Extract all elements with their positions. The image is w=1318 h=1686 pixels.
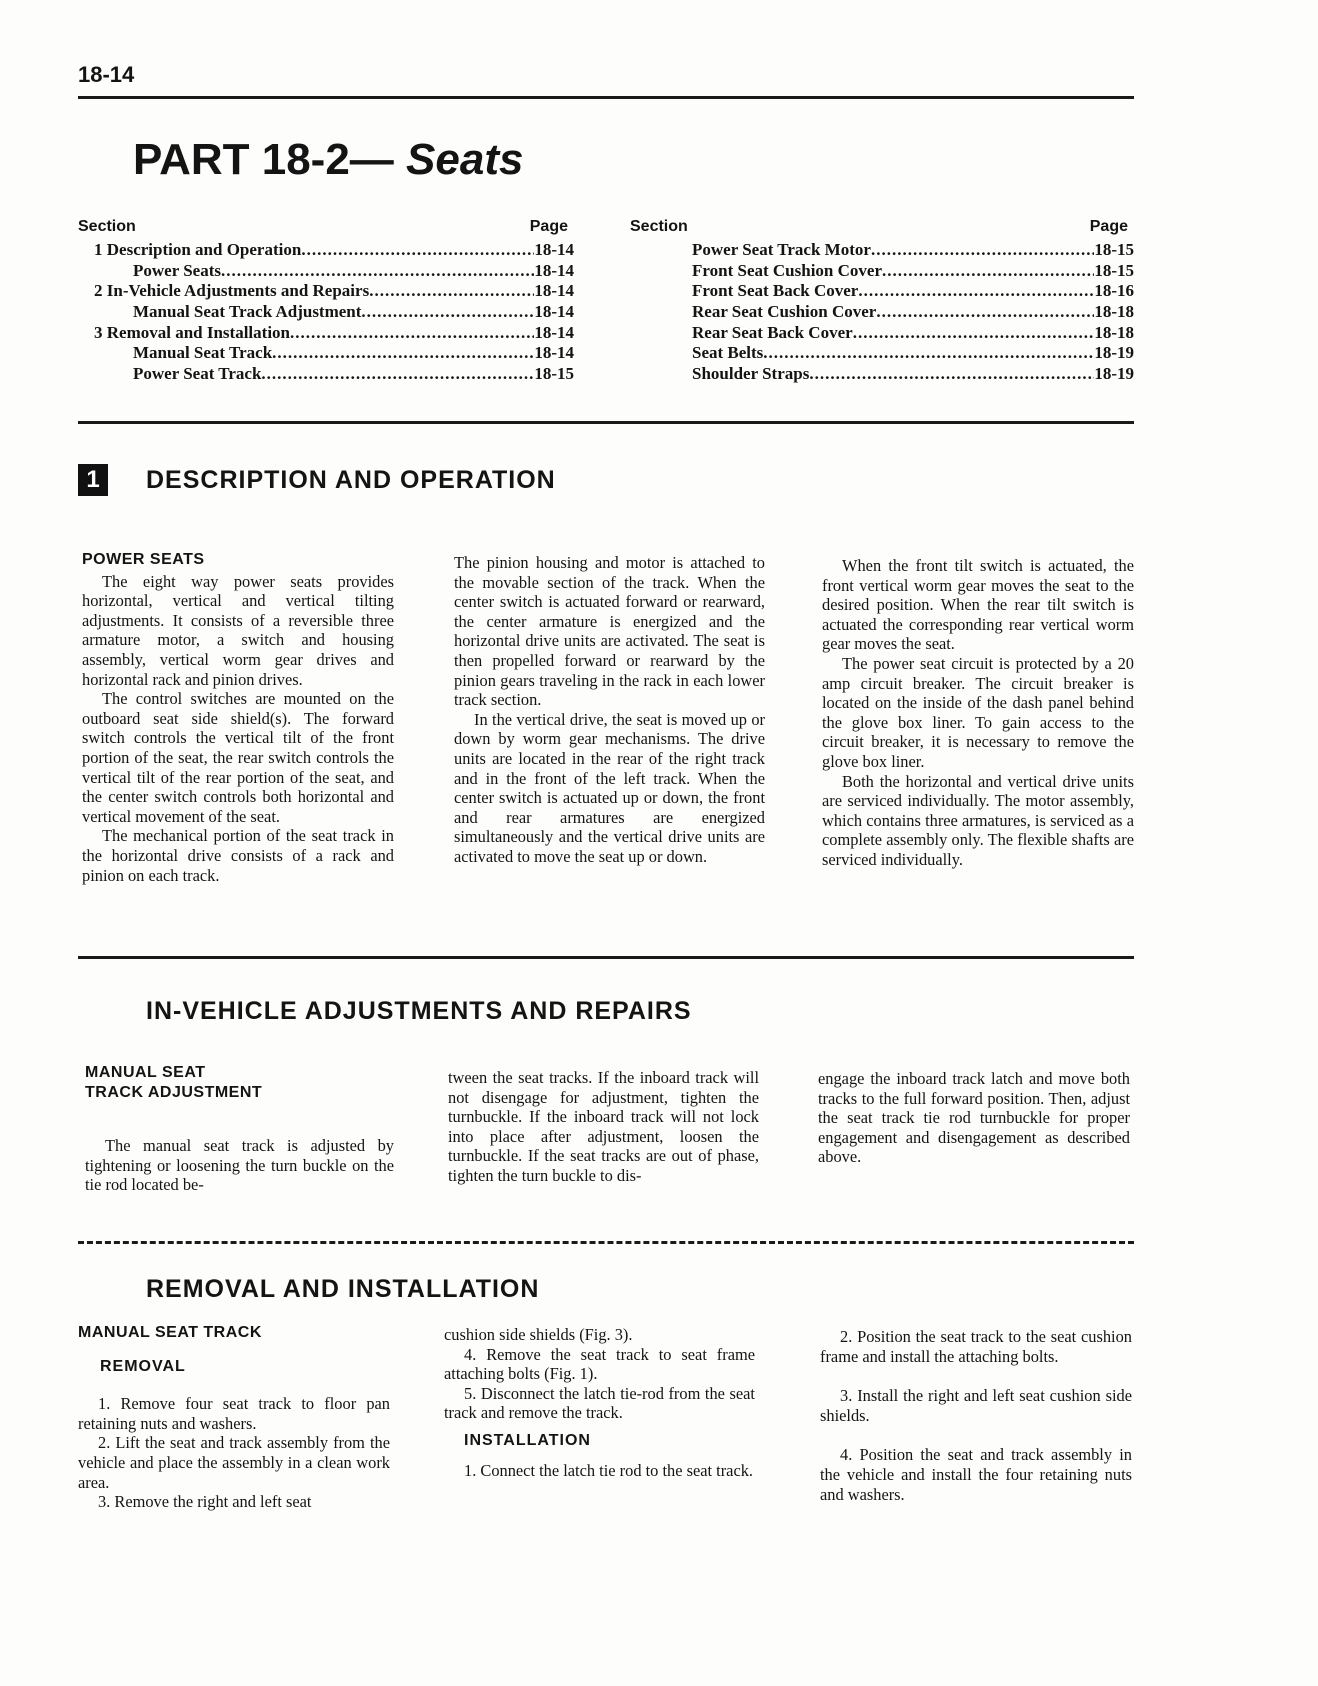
section2-column-3 (818, 1069, 1130, 1167)
toc-entry-label: Front Seat Cushion Cover (692, 260, 882, 280)
toc-entry-label: Front Seat Back Cover (692, 281, 859, 301)
section1-column-3 (822, 556, 1134, 870)
toc-entry (630, 323, 1134, 344)
section-heading: DESCRIPTION AND OPERATION (146, 466, 556, 494)
toc-entry-label: Seat Belts (692, 343, 764, 363)
top-rule (78, 96, 1134, 99)
subheading-manual-seat: MANUAL SEAT (85, 1064, 206, 1081)
toc-entry-page: 18-19 (1094, 343, 1134, 363)
step: 3. Remove the right and left seat (98, 1492, 312, 1512)
toc-entry (630, 261, 1134, 282)
toc-entry-page: 18-14 (534, 240, 574, 259)
toc-entry (78, 323, 574, 344)
toc-leader (763, 343, 1094, 363)
toc-entry (78, 364, 574, 385)
subheading-installation: INSTALLATION (464, 1431, 591, 1449)
toc-entry-label: 3 Removal and Installation (94, 322, 290, 342)
part-title (133, 135, 523, 185)
toc-entry (630, 302, 1134, 323)
toc-entry-label: Power Seat Track Motor (692, 240, 871, 259)
toc-entry-page: 18-15 (534, 364, 574, 384)
toc-entry (630, 240, 1134, 261)
toc-section-header: Section (78, 218, 136, 235)
toc-entry-page: 18-14 (534, 322, 574, 342)
toc-page-header: Page (529, 218, 568, 235)
toc-entry (78, 343, 574, 364)
toc-leader (272, 343, 534, 363)
toc-entry-page: 18-18 (1094, 322, 1134, 342)
toc-leader (882, 261, 1094, 281)
toc-entry-page: 18-14 (534, 302, 574, 322)
section3-column-2 (444, 1325, 755, 1480)
toc-entry (78, 261, 574, 282)
section-rule-dashed (78, 1241, 1134, 1244)
section1-column-1 (82, 550, 394, 885)
toc-entry-page: 18-14 (534, 281, 574, 301)
paragraph: engage the inboard track latch and move both tracks to the full forward position. Then, adjust the seat track tie rod turnbuckle for proper engagement and disengagement as described above. (818, 1069, 1130, 1167)
section2-column-2 (448, 1068, 759, 1186)
page-number: 18-14 (78, 62, 135, 87)
section-rule (78, 421, 1134, 424)
section3-column-1 (78, 1323, 390, 1512)
toc-entry-label: Manual Seat Track Adjustment (133, 302, 362, 322)
toc-left (78, 218, 574, 385)
toc-entry (78, 281, 574, 302)
toc-page-header: Page (1089, 218, 1128, 235)
toc-entry-page: 18-14 (534, 343, 574, 363)
section3-column-3 (820, 1327, 1132, 1504)
toc-entry-label: Manual Seat Track (133, 343, 273, 363)
toc-entry-label: Rear Seat Cushion Cover (692, 302, 877, 322)
toc-section-header: Section (630, 218, 688, 235)
toc-leader (876, 302, 1094, 322)
section-rule (78, 956, 1134, 959)
part-title-prefix: PART 18-2— (133, 135, 394, 184)
toc-entry (630, 364, 1134, 385)
toc-entry-label: Rear Seat Back Cover (692, 322, 853, 342)
paragraph: The power seat circuit is protected by a 20 amp circuit breaker. The circuit breaker is located on the inside of the dash panel behind the glove box liner. To gain access to the circuit breaker, it is necessary to remove the glove box liner. (822, 653, 1134, 771)
paragraph: Both the horizontal and vertical drive units are serviced individually. The motor assembly, which contains three armatures, is serviced as a complete assembly only. The flexible shafts are serviced individually. (822, 771, 1134, 869)
section1-column-2 (454, 553, 765, 867)
toc-right (630, 218, 1134, 385)
toc-leader (369, 281, 534, 301)
step: 4. Remove the seat track to seat frame attaching bolts (Fig. 1). (444, 1344, 755, 1384)
step: 5. Disconnect the latch tie-rod from the seat track and remove the track. (444, 1383, 755, 1423)
paragraph: When the front tilt switch is actuated, the front vertical worm gear moves the seat to the desired position. When the rear tilt switch is actuated the corresponding rear vertical worm gear moves the seat. (822, 556, 1134, 654)
step: 1. Connect the latch tie rod to the seat track. (464, 1460, 754, 1480)
paragraph: The mechanical portion of the seat track in the horizontal drive consists of a rack and pinion on each track. (82, 826, 394, 885)
toc-entry-page: 18-18 (1094, 302, 1134, 322)
toc-leader (361, 302, 534, 322)
subheading-track-adjustment: TRACK ADJUSTMENT (85, 1083, 263, 1101)
toc-leader (301, 240, 534, 260)
toc-entry-label: 2 In-Vehicle Adjustments and Repairs (94, 281, 370, 301)
toc-entry-label: 1 Description and Operation (94, 240, 302, 259)
toc-leader (290, 323, 534, 343)
toc-entry-page: 18-14 (534, 260, 574, 280)
part-title-name: Seats (406, 135, 524, 184)
paragraph: The eight way power seats provides horizontal, vertical and vertical tilting adjustments. It consists of a reversible three armature motor, a switch and housing assembly, vertical worm gear drives and horizontal rack and pinion drives. (82, 571, 394, 689)
toc-entry-page: 18-15 (1094, 240, 1134, 259)
step: cushion side shields (Fig. 3). (444, 1325, 633, 1344)
toc-entry (78, 240, 574, 261)
paragraph: tween the seat tracks. If the inboard track will not disengage for adjustment, tighten the turnbuckle. If the inboard track will not lock into place after adjustment, loosen the turnbuckle. If the seat tracks are out of phase, tighten the turn buckle to dis- (448, 1068, 759, 1185)
paragraph: The control switches are mounted on the outboard seat side shield(s). The forward switch controls the vertical tilt of the front portion of the seat, the rear switch controls the vertical tilt of the rear portion of the seat, and the center switch controls both horizontal and vertical movement of the seat. (82, 689, 394, 826)
toc-entry (78, 302, 574, 323)
section-heading: REMOVAL AND INSTALLATION (146, 1275, 540, 1303)
toc-leader (221, 261, 534, 281)
toc-entry-page: 18-15 (1094, 260, 1134, 280)
toc-leader (853, 323, 1095, 343)
toc-right-header (630, 218, 1134, 240)
toc-leader (858, 281, 1094, 301)
toc-entry-label: Power Seat Track (133, 364, 262, 384)
toc-entry-page: 18-16 (1094, 281, 1134, 301)
toc-entry-label: Power Seats (133, 260, 221, 280)
paragraph: The pinion housing and motor is attached to the movable section of the track. When the center switch is actuated forward or rearward, the center armature is energized and the horizontal drive units are activated. The seat is then propelled forward or rearward by the pinion gears traveling in the rack in each lower track section. (454, 553, 765, 710)
paragraph: In the vertical drive, the seat is moved up or down by worm gear mechanisms. The drive units are located in the rear of the right track and in the front of the left track. When the center switch is actuated up or down, the front and rear armatures are energized simultaneously and the vertical drive units are activated to move the seat up or down. (454, 709, 765, 866)
step: 3. Install the right and left seat cushion side shields. (820, 1386, 1132, 1425)
toc-leader (809, 364, 1094, 384)
toc-entry-page: 18-19 (1094, 364, 1134, 384)
toc-entry (630, 281, 1134, 302)
step: 2. Lift the seat and track assembly from the vehicle and place the assembly in a clean work area. (78, 1433, 390, 1492)
step: 4. Position the seat and track assembly in the vehicle and install the four retaining nuts and washers. (820, 1445, 1132, 1504)
toc-leader (261, 364, 534, 384)
section-heading: IN-VEHICLE ADJUSTMENTS AND REPAIRS (146, 997, 692, 1025)
paragraph: The manual seat track is adjusted by tightening or loosening the turn buckle on the tie rod located be- (85, 1136, 394, 1195)
toc-left-header (78, 218, 574, 240)
toc-leader (871, 240, 1094, 260)
toc-entry-label: Shoulder Straps (692, 364, 810, 384)
subheading-manual-seat-track: MANUAL SEAT TRACK (78, 1324, 262, 1341)
step: 2. Position the seat track to the seat cushion frame and install the attaching bolts. (820, 1327, 1132, 1366)
section2-column-1 (85, 1063, 394, 1195)
subheading-power-seats: POWER SEATS (82, 551, 205, 568)
section-number-badge: 1 (78, 464, 108, 496)
step: 1. Remove four seat track to floor pan retaining nuts and washers. (78, 1394, 390, 1433)
toc-entry (630, 343, 1134, 364)
subheading-removal: REMOVAL (100, 1357, 186, 1375)
